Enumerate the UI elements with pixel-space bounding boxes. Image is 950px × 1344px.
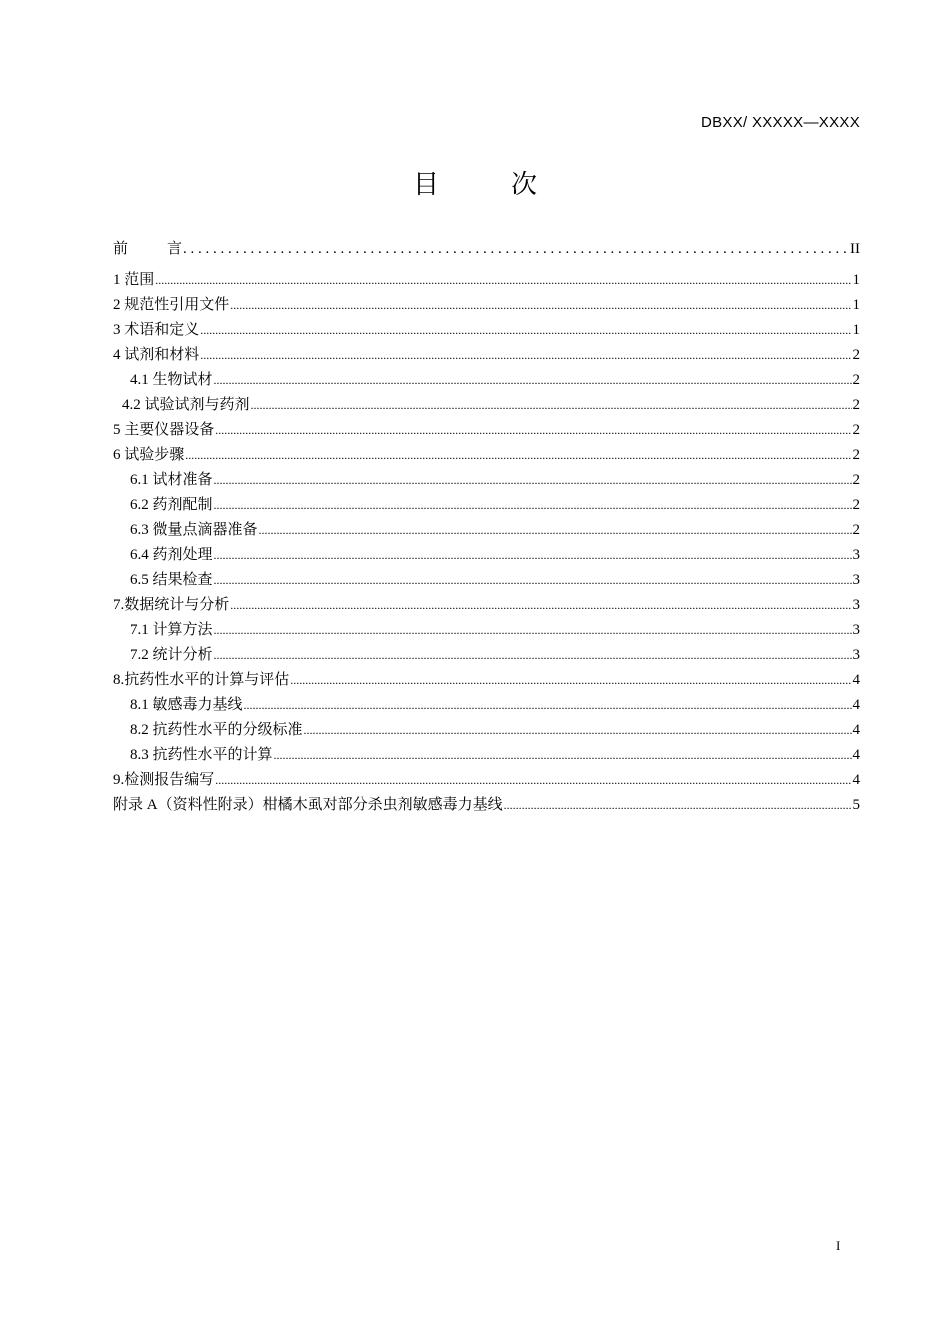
toc-entry-label: 1 范围 [113,272,155,288]
dot-leader [290,668,851,693]
toc-entry-label: 3 术语和定义 [113,322,200,338]
toc-entry-label: 6.2 药剂配制 [130,497,213,513]
toc-entry-label: 6.1 试材准备 [130,472,213,488]
dot-leader [244,693,852,718]
dot-leader [214,568,852,593]
page-number: I [836,1238,841,1253]
toc-entry-page: 2 [852,497,860,513]
toc-entry-label: 4.1 生物试材 [130,372,213,388]
dot-leader [214,468,852,493]
toc-entry-page: 4 [852,747,860,763]
dot-leader [200,343,851,368]
toc-entry-page: 3 [852,547,860,563]
toc-entry-preface[interactable] [113,237,860,265]
toc-entry-label: 7.1 计算方法 [130,622,213,638]
toc-entry[interactable] [113,393,860,418]
toc-entry-page: 2 [852,422,860,438]
toc-entry-label: 6.4 药剂处理 [130,547,213,563]
toc-entry-page: 5 [852,797,860,813]
toc-entry-label: 4.2 试验试剂与药剂 [122,397,250,413]
toc-entry[interactable] [113,668,860,693]
toc-entry-page: 2 [852,522,860,538]
toc-entry-label: 5 主要仪器设备 [113,422,215,438]
toc-entry[interactable] [113,293,860,318]
toc-entry[interactable] [113,643,860,668]
dot-leader [214,618,852,643]
toc-entry[interactable] [113,443,860,468]
toc-entry[interactable] [113,493,860,518]
dot-leader [200,318,851,343]
toc-entry-page: II [850,241,860,257]
toc-entry[interactable] [113,318,860,343]
toc-entry-label [113,237,182,262]
toc-entry-label: 8.3 抗药性水平的计算 [130,747,273,763]
preface-char: 言 [167,241,183,257]
dot-leader [274,743,852,768]
toc-entry-label: 附录 A（资料性附录）柑橘木虱对部分杀虫剂敏感毒力基线 [113,797,503,813]
toc-entry-label: 2 规范性引用文件 [113,297,230,313]
toc-entry-label: 6 试验步骤 [113,447,185,463]
dot-leader [259,518,852,543]
dot-leader [214,368,852,393]
dot-leader [504,793,852,818]
toc-entry[interactable] [113,618,860,643]
toc-entry-page: 1 [852,272,860,288]
toc-entry-label: 8.2 抗药性水平的分级标准 [130,722,303,738]
toc-entry[interactable] [113,543,860,568]
toc-entry[interactable] [113,693,860,718]
dot-leader [214,493,852,518]
dot-leader [251,393,852,418]
toc-entry[interactable] [113,793,860,818]
page-title [0,164,950,201]
toc-entry-page: 2 [852,472,860,488]
toc-entry[interactable] [113,418,860,443]
toc-entry-label: 9.检测报告编写 [113,772,215,788]
toc-entry[interactable] [113,743,860,768]
dot-leader [214,643,852,668]
toc-entry-page: 2 [852,347,860,363]
toc-entry[interactable] [113,568,860,593]
toc-entry[interactable] [113,593,860,618]
toc-entry-label: 7.2 统计分析 [130,647,213,663]
dot-leader [183,237,849,262]
toc-entry-page: 3 [852,572,860,588]
document-code: DBXX/ XXXXX—XXXX [700,114,860,131]
toc-entry-page: 4 [852,672,860,688]
toc-entry[interactable] [113,468,860,493]
dot-leader [155,268,851,293]
preface-char: 前 [113,241,129,257]
table-of-contents [113,237,860,818]
toc-entry-page: 1 [852,297,860,313]
dot-leader [304,718,852,743]
dot-leader [215,418,851,443]
toc-entry-label: 7.数据统计与分析 [113,597,230,613]
toc-entry[interactable] [113,518,860,543]
toc-entry-page: 3 [852,597,860,613]
toc-entry-label: 8.抗药性水平的计算与评估 [113,672,290,688]
toc-entry-page: 2 [852,447,860,463]
dot-leader [214,543,852,568]
toc-entry[interactable] [113,343,860,368]
dot-leader [215,768,851,793]
toc-entry-label: 8.1 敏感毒力基线 [130,697,243,713]
toc-entry-page: 2 [852,397,860,413]
dot-leader [185,443,851,468]
toc-entry-page: 4 [852,722,860,738]
toc-entry[interactable] [113,268,860,293]
title-char: 目 [412,170,439,200]
dot-leader [230,593,851,618]
toc-entry[interactable] [113,768,860,793]
toc-entry-page: 2 [852,372,860,388]
dot-leader [230,293,851,318]
toc-entry[interactable] [113,718,860,743]
toc-entry[interactable] [113,368,860,393]
toc-entry-label: 6.3 微量点滴器准备 [130,522,258,538]
toc-entry-label: 6.5 结果检查 [130,572,213,588]
toc-entry-page: 3 [852,647,860,663]
toc-entry-page: 4 [852,697,860,713]
toc-entry-label: 4 试剂和材料 [113,347,200,363]
title-char: 次 [511,170,538,200]
toc-entry-page: 1 [852,322,860,338]
toc-entry-page: 3 [852,622,860,638]
toc-entry-page: 4 [852,772,860,788]
